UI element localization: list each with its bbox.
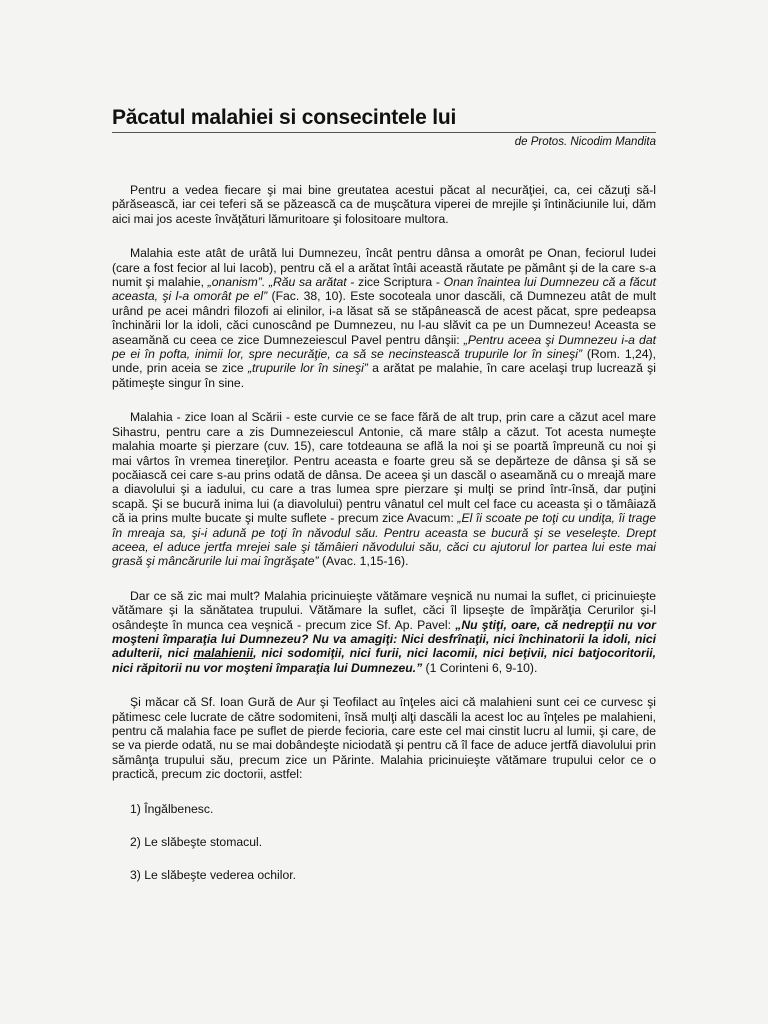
- title-divider: [112, 132, 656, 133]
- list-item: 1) Îngălbenesc.: [130, 801, 214, 816]
- paragraph-3: Malahia - zice Ioan al Scării - este curvie ce se face fără de alt trup, prin care a căzut acel mare Sihastru, pentru care a zis Dumnezeiescul Antonie, că mare stâlp a căzut. Tot acesta numeşte malahia moarte şi pierzare (cuv. 15), care totdeauna se află la noi şi se poartă împreună cu noi şi mai vârtos în vremea tinereţilor. Pentru aceasta e foarte greu să se depărteze de dânsa şi să se pocăiască cei care s-au prins odată de dânsa. De aceea şi un dascăl o aseamănă cu o mreajă mare a diavolului şi a iadului, cu care a tras lumea spre pierzare şi mulţi se prind într-însă, dar puţini scapă. Şi se bucură inima lui (a diavolului) pentru vânatul cel mult cel face cu aceasta şi o tămâiază că ia prins multe bucate şi multe suflete - precum zice Avacum: „El îi scoate pe toţi cu undiţa, îi trage în mreaja sa, şi-i adună pe toţi în năvodul său. Pentru aceasta se bucură şi se veseleşte. Drept aceea, el aduce jertfa mrejei sale şi tămâieri năvodului său, căci cu ajutorul lor partea lui este mai grasă şi mâncărurile lui mai îngrăşate” (Avac. 1,15-16).: [112, 410, 657, 569]
- paragraph-1: Pentru a vedea fiecare şi mai bine greutatea acestui păcat al necurăţiei, ca, cei căzuţi să-l părăsească, iar cei teferi să se păzească ca de muşcătura viperei de mrejile şi întinăciunile lui, dăm aici mai jos aceste învăţături lămuritoare şi folositoare multora.: [112, 183, 656, 226]
- list-item: 2) Le slăbeşte stomacul.: [130, 835, 263, 850]
- page-title: Păcatul malahiei si consecintele lui: [112, 106, 457, 129]
- list-item: 3) Le slăbeşte vederea ochilor.: [130, 868, 296, 883]
- author-line: de Protos. Nicodim Mandita: [514, 136, 656, 148]
- paragraph-5: Şi măcar că Sf. Ioan Gură de Aur şi Teofilact au înţeles aici că malahieni sunt cei ce curvesc şi pătimesc cele lucrate de către sodomiteni, însă mulţi alţi dascăli la acest loc au înţeles pe malahieni, pentru că malahia face pe suflet de pierde fecioria, care este cel mai cinstit lucru al lumii, şi care, de se va pierde odată, nu se mai dobândeşte niciodată şi pentru că îl face de aduce jertfă diavolului prin sămânţa trupului său, precum zice un Părinte. Malahia pricinuieşte vătămare trupului celor ce o practică, precum zic doctorii, astfel:: [112, 695, 656, 782]
- paragraph-2: Malahia este atât de urâtă lui Dumnezeu, încât pentru dânsa a omorât pe Onan, feciorul Iudei (care a fost fecior al lui Iacob), pentru că el a arătat întâi această răutate pe pământ şi de la care s-a numit şi malahie, „onanism”. „Rău sa arătat - zice Scriptura - Onan înaintea lui Dumnezeu că a făcut aceasta, şi l-a omorât pe el” (Fac. 38, 10). Este socoteala unor dascăli, că Dumnezeu atât de mult urând pe acei mândri filozofi ai elinilor, i-a lăsat să se stăpânească de acest păcat, spre pedeapsa închinării lor la idoli, căci cunoscând pe Dumnezeu, nu l-au slăvit ca pe un Dumnezeu! Aceasta se aseamănă cu ceea ce zice Dumnezeiescul Pavel pentru dânşii: „Pentru aceea şi Dumnezeu i-a dat pe ei în pofta, inimii lor, spre necurăţie, ca să se necinstească trupurile lor în sineşi” (Rom. 1,24), unde, prin aceia se zice „trupurile lor în sineşi” a arătat pe malahie, în care acelaşi trup lucrează şi pătimeşte singur în sine.: [112, 246, 656, 390]
- document-body: [112, 183, 656, 902]
- paragraph-4: Dar ce să zic mai mult? Malahia pricinuieşte vătămare veşnică nu numai la suflet, ci pricinuieşte vătămare şi la sănătatea trupului. Vătămare la suflet, căci îl lipseşte de împărăţia Cerurilor şi-l osândeşte în munca cea veşnică - precum zice Sf. Ap. Pavel: „Nu ştiţi, oare, că nedrepţii nu vor moşteni împaraţia lui Dumnezeu? Nu va amagiţi: Nici desfrînaţii, nici închinatorii la idoli, nici adulterii, nici malahienii, nici sodomiţii, nici furii, nici lacomii, nici beţivii, nici batjocoritorii, nici răpitorii nu vor moşteni împaraţia lui Dumnezeu.” (1 Corinteni 6, 9-10).: [112, 588, 657, 675]
